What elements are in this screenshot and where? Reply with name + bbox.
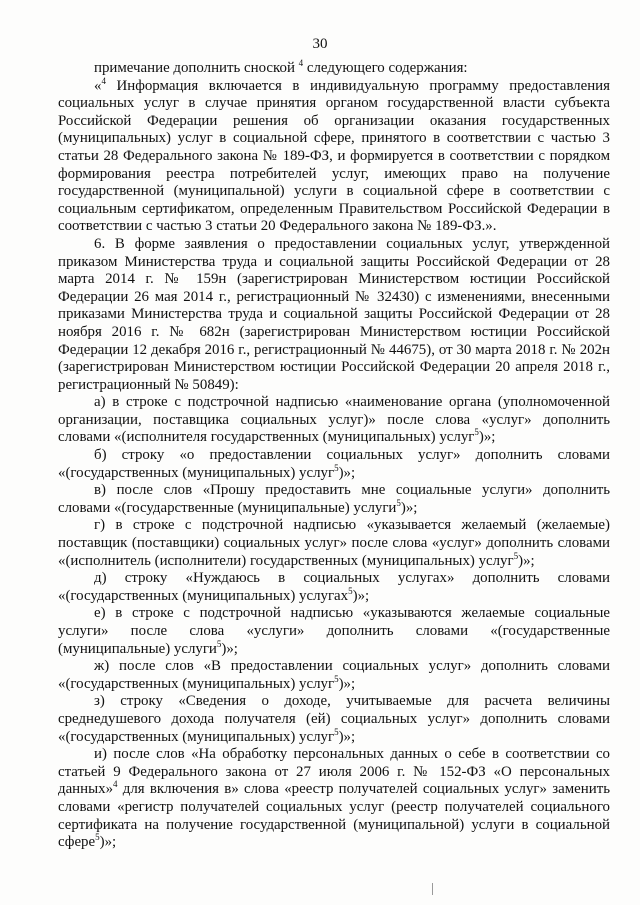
text-run: )»; (99, 834, 117, 851)
paragraph (58, 394, 610, 447)
text-run: « (94, 77, 102, 94)
text-run: в) после слов «Прошу предоставить мне социальные услуги» дополнить словами «(государственные (муниципальные) услуги (58, 482, 610, 516)
footnote-marker: 5 (348, 585, 353, 596)
text-run: 6. В форме заявления о предоставлении социальных услуг, утвержденной приказом Министерства труда и социальной защиты Российской Федерации от 28 марта 2014 г. № 159н (зарегистрирован Министерством юстиции Российской Федерации 26 мая 2014 г., регистрационный № 32430) с изменениями, внесенными приказами Министерства труда и социальной защиты Российской Федерации от 28 ноября 2016 г. № 682н (зарегистрирован Министерством юстиции Российской Федерации 12 декабря 2016 г., регистрационный № 44675), от 30 марта 2018 г. № 202н (зарегистрирован Министерством юстиции Российской Федерации 20 апреля 2018 г., регистрационный № 50849): (58, 235, 610, 393)
footnote-marker: 5 (474, 427, 479, 438)
paragraph (58, 605, 610, 658)
paragraph (58, 658, 610, 693)
text-run: )»; (221, 640, 238, 657)
footnote-marker: 5 (334, 462, 339, 473)
text-run: )»; (338, 728, 356, 745)
text-run: е) в строке с подстрочной надписью «указываются желаемые социальные услуги» после слова «услуги» дополнить словами «(государственные (муниципальные) услуги (58, 605, 610, 657)
text-run: примечание дополнить сноской (94, 60, 299, 76)
paragraph (58, 60, 610, 78)
document-body (58, 60, 610, 852)
text-run: и) после слов «На обработку персональных данных о себе в соответствии со статьей 9 Федерального закона от 27 июля 2006 г. № 152-ФЗ «О персональных данных» (58, 746, 610, 798)
paragraph (58, 693, 610, 746)
text-run: б) строку «о предоставлении социальных услуг» дополнить словами «(государственных (муниципальных) услуг (58, 447, 610, 481)
paragraph (58, 75, 610, 236)
text-run: а) в строке с подстрочной надписью «наименование органа (уполномоченной организации, поставщика социальных услуг)» после слова «услуг» дополнить словами «(исполнителя государственных (муниципальных) услуг (58, 394, 610, 446)
paragraph (58, 746, 610, 852)
footnote-marker: 5 (216, 638, 222, 649)
footnote-marker: 5 (334, 673, 339, 684)
paragraph (58, 482, 610, 517)
footnote-marker: 4 (101, 75, 106, 86)
text-run: )»; (352, 587, 370, 604)
footnote-marker: 5 (95, 832, 100, 843)
footnote-marker: 5 (334, 726, 339, 737)
page-number: 30 (312, 36, 328, 52)
paragraph (58, 570, 610, 605)
footnote-marker: 4 (113, 779, 118, 790)
text-run: д) строку «Нуждаюсь в социальных услугах» дополнить словами «(государственных (муниципальных) услугах (58, 570, 610, 604)
text-run: )»; (518, 552, 535, 569)
paragraph (58, 517, 610, 570)
text-run: з) строку «Сведения о доходе, учитываемые для расчета величины среднедушевого дохода получателя (ей) социальных услуг» дополнить словами «(государственных (муниципальных) услуг (58, 693, 610, 745)
text-run: )»; (400, 499, 418, 516)
text-run: Информация включается в индивидуальную программу предоставления социальных услуг в случае принятия органом государственной власти субъекта Российской Федерации решения об организации оказания государственных (муниципальных) услуг в социальной сфере, принятого в соответствии с частью 3 статьи 28 Федерального закона № 189-ФЗ, и формируется в соответствии с порядком формирования реестра потребителей услуг, имеющих право на получение государственной (муниципальной) услуги в социальной сфере в соответствии с социальным сертификатом, определенным Правительством Российской Федерации в соответствии с частью 3 статьи 20 Федерального закона № 189-ФЗ.». (58, 77, 610, 235)
text-run: )»; (338, 675, 356, 692)
text-run: следующего содержания: (303, 60, 468, 76)
text-run: )»; (478, 429, 496, 446)
text-run: )»; (338, 464, 356, 481)
paragraph (58, 236, 610, 394)
text-run: г) в строке с подстрочной надписью «указывается желаемый (желаемые) поставщик (поставщики) социальных услуг» после слова «услуг» дополнить словами «(исполнитель (исполнители) государственных (муниципальных) услуг (58, 517, 610, 569)
footnote-marker: 4 (298, 58, 304, 69)
text-run: ж) после слов «В предоставлении социальных услуг» дополнить словами «(государственных (муниципальных) услуг (58, 658, 610, 692)
paragraph (58, 447, 610, 482)
text-run: для включения в» слова «реестр получателей социальных услуг» заменить словами «регистр получателей социальных услуг (реестр получателей социального сертификата на получение государственной (муниципальной) услуги в социальной сфере (58, 781, 610, 851)
scan-edge-mark (432, 883, 433, 895)
footnote-marker: 5 (513, 550, 519, 561)
footnote-marker: 5 (396, 497, 401, 508)
